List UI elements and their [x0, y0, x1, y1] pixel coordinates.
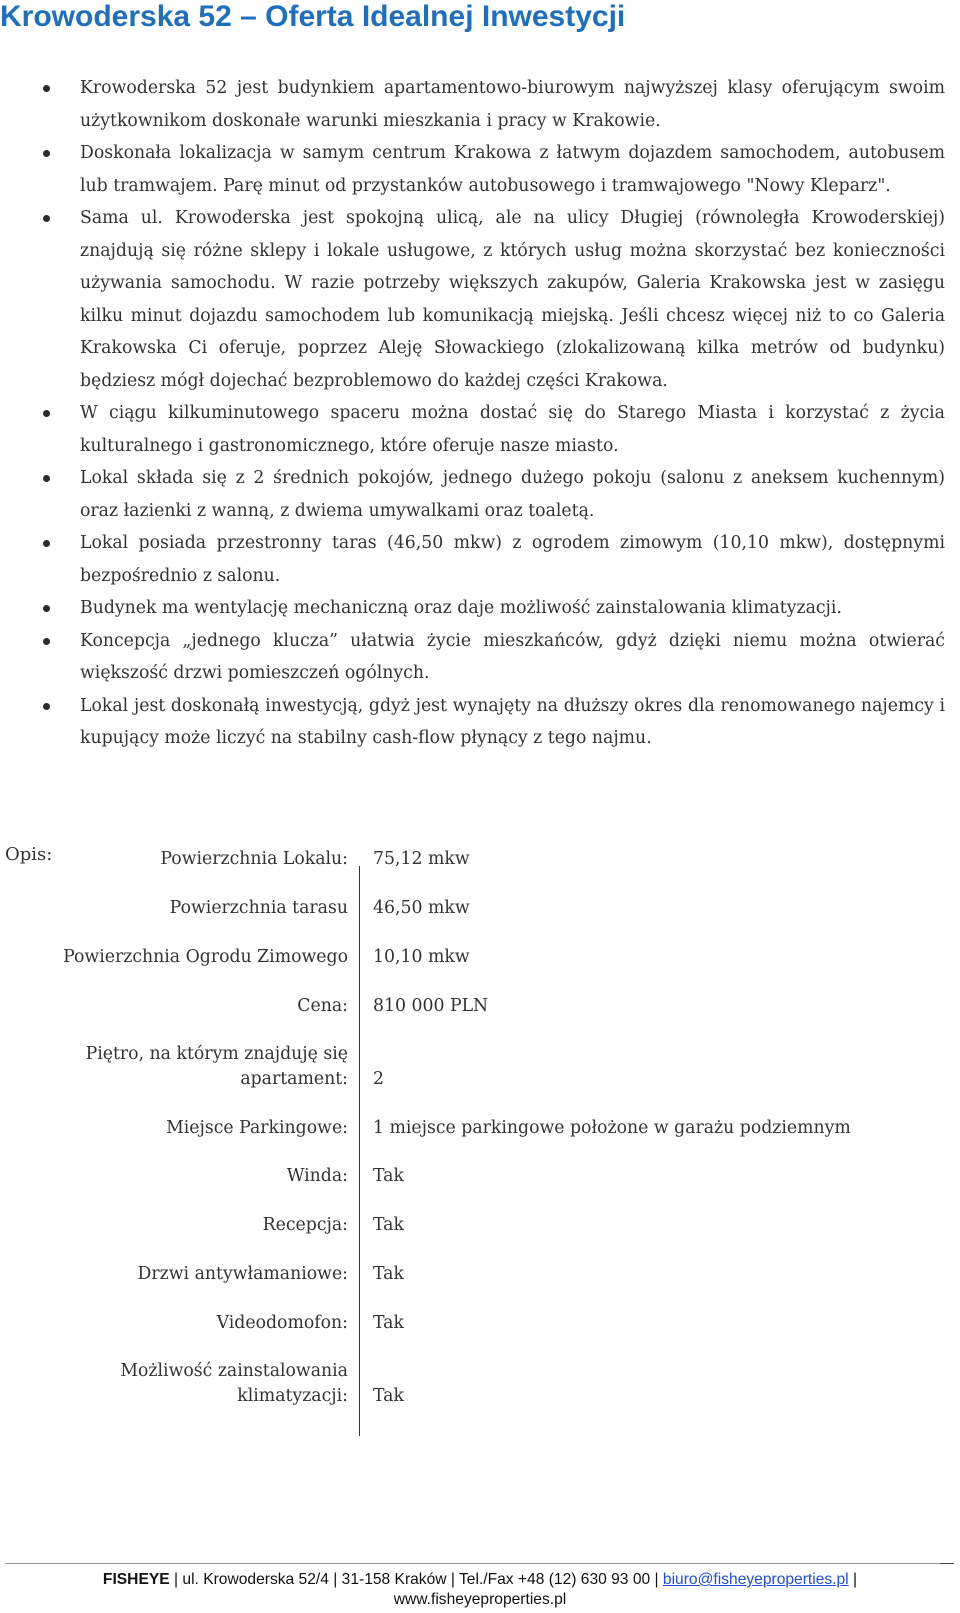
list-item-text: Sama ul. Krowoderska jest spokojną ulicą, ale na ulicy Długiej (równoległa Krowoderskiej) znajdują się różne sklepy i lokale usługowe, z których usług można skorzystać bez konieczności używania samochodu. W razie potrzeby większych zakupów, Galeria Krakowska jest w zasięgu kilku minut dojazdu samochodem lub komunikacją miejską. Jeśli chcesz więcej niż to co Galeria Krakowska Ci oferuje, poprzez Aleję Słowackiego (zlokalizowaną kilka metrów od budynku) będziesz mógł dojechać bezproblemowo do każdej części Krakowa.	[80, 208, 945, 391]
footer-separator: |	[333, 1571, 338, 1588]
footer-divider	[5, 1563, 954, 1564]
spec-label: Cena:	[297, 995, 348, 1016]
spec-row-videophone	[0, 1275, 960, 1335]
list-item-text: W ciągu kilkuminutowego spaceru można dostać się do Starego Miasta i korzystać z życia kulturalnego i gastronomicznego, które oferuje nasze miasto.	[80, 403, 945, 456]
footer-separator: |	[174, 1571, 179, 1588]
list-item	[0, 592, 960, 625]
spec-label: Powierzchnia Ogrodu Zimowego	[63, 946, 348, 967]
list-item	[0, 527, 960, 592]
list-item-text: Lokal posiada przestronny taras (46,50 mkw) z ogrodem zimowym (10,10 mkw), dostępnymi bezpośrednio z salonu.	[80, 533, 945, 586]
list-item	[0, 462, 960, 527]
bullet-icon	[43, 150, 50, 157]
list-item-text: Budynek ma wentylację mechaniczną oraz daje możliwość zainstalowania klimatyzacji.	[80, 598, 842, 618]
list-item	[0, 202, 960, 397]
bullet-icon	[43, 540, 50, 547]
bullet-icon	[43, 475, 50, 482]
footer-postal: 31-158 Kraków	[341, 1571, 447, 1588]
list-item	[0, 625, 960, 690]
opis-heading: Opis:	[5, 844, 53, 865]
list-item-text: Doskonała lokalizacja w samym centrum Krakowa z łatwym dojazdem samochodem, autobusem lub tramwajem. Parę minut od przystanków autobusowego i tramwajowego "Nowy Kleparz".	[80, 143, 945, 196]
footer-phone: Tel./Fax +48 (12) 630 93 00	[459, 1571, 651, 1588]
list-item-text: Krowoderska 52 jest budynkiem apartamentowo-biurowym najwyższej klasy oferującym swoim użytkownikom doskonałe warunki mieszkania i pracy w Krakowie.	[80, 78, 945, 131]
bullet-icon	[43, 410, 50, 417]
page-footer	[0, 1570, 960, 1610]
spec-label: Drzwi antywłamaniowe:	[137, 1263, 348, 1284]
footer-brand: FISHEYE	[102, 1571, 170, 1588]
spec-value: 810 000 PLN	[373, 995, 489, 1016]
footer-separator: |	[654, 1571, 659, 1588]
spec-label: Recepcja:	[262, 1214, 348, 1235]
spec-value: 1 miejsce parkingowe położone w garażu podziemnym	[373, 1117, 851, 1138]
spec-value: Tak	[373, 1385, 404, 1406]
spec-label: Powierzchnia tarasu	[169, 897, 348, 918]
spec-value: 75,12 mkw	[373, 848, 470, 869]
footer-separator: |	[450, 1571, 455, 1588]
spec-label: Piętro, na którym znajduję się apartament:	[85, 1044, 348, 1089]
spec-value: Tak	[373, 1263, 404, 1284]
spec-value: Tak	[373, 1214, 404, 1235]
footer-separator: |	[853, 1571, 858, 1588]
bullet-icon	[43, 703, 50, 710]
spec-label: Videodomofon:	[216, 1312, 348, 1333]
spec-value: 10,10 mkw	[373, 946, 470, 967]
spec-value: Tak	[373, 1165, 404, 1186]
spec-value: Tak	[373, 1312, 404, 1333]
feature-list	[0, 72, 960, 755]
spec-label: Miejsce Parkingowe:	[166, 1117, 348, 1138]
spec-row-air-conditioning	[0, 1348, 960, 1408]
list-item	[0, 137, 960, 202]
spec-value: 2	[373, 1068, 384, 1089]
footer-email-link[interactable]: biuro@fisheyeproperties.pl	[662, 1571, 849, 1588]
footer-address: ul. Krowoderska 52/4	[182, 1571, 329, 1588]
spec-row-price	[0, 958, 960, 1018]
spec-label: Możliwość zainstalowania klimatyzacji:	[120, 1361, 348, 1406]
spec-label: Winda:	[286, 1165, 348, 1186]
list-item	[0, 72, 960, 137]
bullet-icon	[43, 85, 50, 92]
bullet-icon	[43, 215, 50, 222]
footer-website-link[interactable]: www.fisheyeproperties.pl	[393, 1591, 567, 1608]
list-item	[0, 690, 960, 755]
list-item-text: Lokal jest doskonałą inwestycją, gdyż jest wynajęty na dłuższy okres dla renomowanego najemcy i kupujący może liczyć na stabilny cash-flow płynący z tego najmu.	[80, 695, 945, 748]
bullet-icon	[43, 605, 50, 612]
spec-label: Powierzchnia Lokalu:	[160, 848, 348, 869]
list-item-text: Koncepcja „jednego klucza” ułatwia życie mieszkańców, gdyż dzięki niemu można otwierać większość drzwi pomieszczeń ogólnych.	[80, 630, 945, 683]
list-item	[0, 397, 960, 462]
document-title: Krowoderska 52 – Oferta Idealnej Inwestycji	[0, 0, 626, 33]
list-item-text: Lokal składa się z 2 średnich pokojów, jednego dużego pokoju (salonu z aneksem kuchennym) oraz łazienki z wanną, z dwiema umywalkami oraz toaletą.	[80, 468, 945, 521]
bullet-icon	[43, 638, 50, 645]
footer-divider-accent	[940, 1563, 954, 1564]
spec-value: 46,50 mkw	[373, 897, 470, 918]
